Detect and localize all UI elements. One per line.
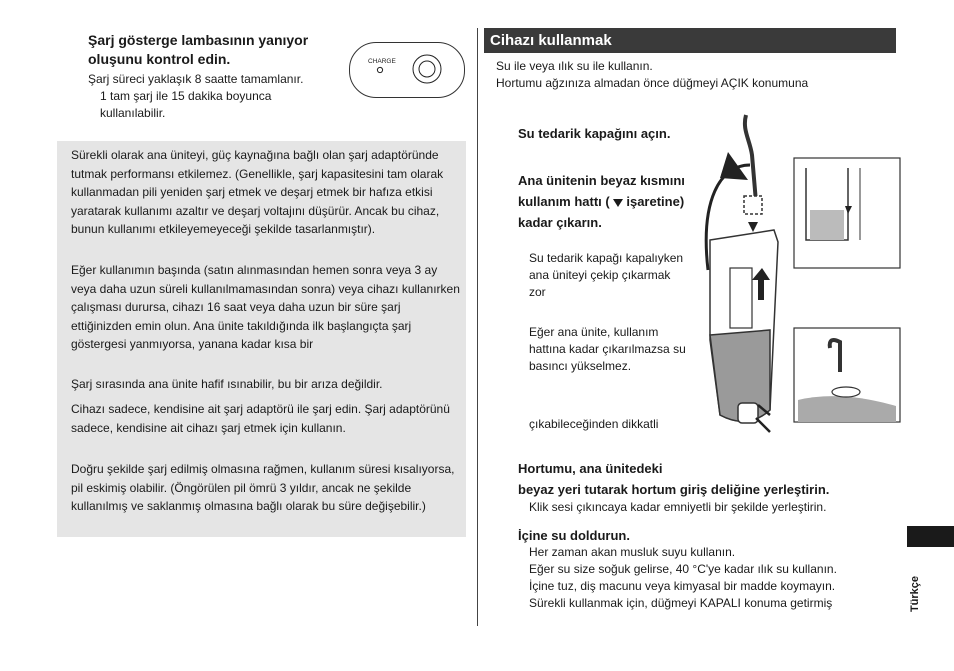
note-pressure: Eğer ana ünite, kullanım hattına kadar çıkarılmazsa su basıncı yükselmez. — [529, 325, 686, 373]
charge-line-1: Şarj süreci yaklaşık 8 saatte tamamlanır. — [88, 72, 304, 86]
language-text: Türkçe — [909, 575, 921, 613]
notes-box — [57, 141, 466, 537]
step4-instructions — [529, 544, 899, 612]
language-tab — [907, 526, 954, 547]
step-open-cover: Su tedarik kapağını açın. — [518, 126, 671, 141]
charge-line-2: 1 tam şarj ile 15 dakika boyunca — [100, 89, 272, 103]
section-title: Cihazı kullanmak — [484, 28, 896, 53]
intro-line-2: Hortumu ağzınıza almadan önce düğmeyi AÇIK konumuna — [496, 76, 809, 90]
nozzle-icon — [745, 115, 756, 202]
intro-line-1: Su ile veya ılık su ile kullanın. — [496, 59, 653, 73]
step2-text-a: Ana ünitenin beyaz kısmını kullanım hattı ( — [518, 173, 685, 209]
step3-line-b: beyaz yeri tutarak hortum giriş deliğine yerleştirin. — [518, 482, 830, 497]
step4-line: Sürekli kullanmak için, düğmeyi KAPALI konuma getirmiş — [529, 596, 833, 610]
step3-note: Klik sesi çıkıncaya kadar emniyetli bir şekilde yerleştirin. — [529, 500, 827, 514]
note-cover-closed: Su tedarik kapağı kapalıyken ana üniteyi çekip çıkarmak zor — [529, 251, 684, 299]
inset-top-icon — [794, 158, 900, 268]
step4-line: Her zaman akan musluk suyu kullanın. — [529, 545, 736, 559]
charge-description — [88, 71, 348, 122]
charge-panel-icon — [350, 43, 464, 97]
step4-line: İçine tuz, diş macunu veya kimyasal bir madde koymayın. — [529, 579, 836, 593]
charge-heading: Şarj gösterge lambasının yanıyor oluşunu kontrol edin. — [88, 32, 309, 67]
step-insert-hose — [518, 458, 898, 500]
column-divider — [477, 28, 478, 626]
note-initial-charge: Eğer kullanımın başında (satın alınmasından hemen sonra veya 3 ay veya daha uzun süreli kullanılmamasından sonra) veya cihazı kullanırken çalışması durursa, cihazı 16 saat veya daha uzun bir süre şarj ettiğinizden emin olun. Ana ünite takıldığında ilk başlangıçta şarj göstergesi yanmıyorsa, yanana kadar kısa bir — [71, 263, 460, 351]
note-adapter: Cihazı sadece, kendisine ait şarj adaptörü ile şarj edin. Şarj adaptörünü sadece, kendisine ait cihazı şarj etmek için kullanın. — [71, 402, 450, 435]
note-careful: çıkabileceğinden dikkatli — [529, 417, 659, 431]
step-pull-unit — [518, 170, 688, 233]
triangle-marker-icon — [613, 199, 623, 207]
note-memory-effect: Sürekli olarak ana üniteyi, güç kaynağına bağlı olan şarj adaptöründe tutmak performansı etkilemez. (Genellikle, şarj kapasitesini tam olarak kullanmadan pili yeniden şarj etmek ve deşarj etmek bir hafıza etkisi yaratarak kullanımı azaltır ve deşarj voltajını düşürür. Ancak bu cihaz, bunun kullanımı etkileyemeyeceği şekilde tasarlanmıştır). — [71, 148, 444, 236]
step2-text-b: işaretine) kadar çıkarın. — [518, 194, 685, 230]
note-battery-life: Doğru şekilde şarj edilmiş olmasına rağmen, kullanım süresi kısalıyorsa, pil eskimiş olabilir. (Öngörülen pil ömrü 3 yıldır, ancak ne şekilde kullanılmış ve saklanmış olmasına bağlı olarak bu süre değişebilir.) — [71, 462, 455, 513]
charge-line-3: kullanılabilir. — [100, 106, 166, 120]
charge-label: CHARGE — [368, 58, 396, 65]
intro-text — [496, 58, 896, 92]
note-warming: Şarj sırasında ana ünite hafif ısınabilir, bu bir arıza değildir. — [71, 377, 383, 391]
device-illustration — [690, 110, 905, 440]
step3-line-a: Hortumu, ana ünitedeki — [518, 461, 663, 476]
step4-line: Eğer su size soğuk gelirse, 40 °C'ye kadar ılık su kullanın. — [529, 562, 837, 576]
language-label — [904, 568, 926, 628]
step-fill-water: İçine su doldurun. — [518, 528, 630, 543]
charge-lamp-icon — [377, 67, 382, 72]
charge-indicator-illustration — [349, 42, 465, 98]
